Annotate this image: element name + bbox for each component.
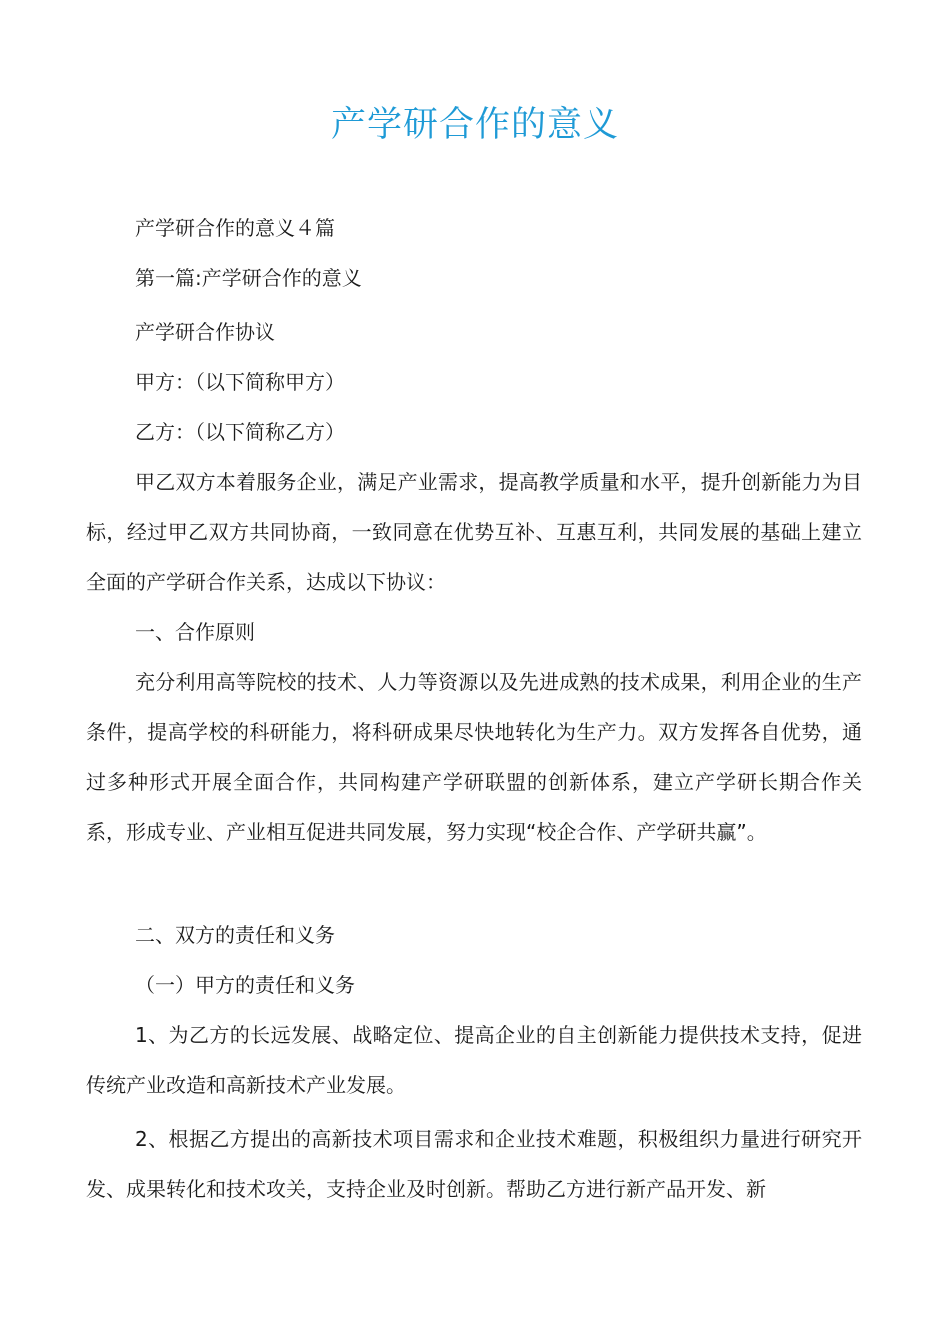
document-title: 产学研合作的意义 xyxy=(330,105,619,145)
paragraph-item-1: 1、为乙方的长远发展、战略定位、提高企业的自主创新能力提供技术支持，促进传统产业改造和高新技术产业发展。 xyxy=(86,1023,862,1097)
paragraph-party-a: 甲方：（以下简称甲方） xyxy=(135,370,345,394)
paragraph-subsection-heading: （一）甲方的责任和义务 xyxy=(135,973,355,997)
paragraph-section-1-heading: 一、合作原则 xyxy=(135,620,255,644)
paragraph-agreement-title: 产学研合作协议 xyxy=(135,320,275,344)
paragraph-party-b: 乙方：（以下简称乙方） xyxy=(135,420,345,444)
paragraph-subtitle: 产学研合作的意义４篇 xyxy=(135,216,335,240)
paragraph-item-2: 2、根据乙方提出的高新技术项目需求和企业技术难题，积极组织力量进行研究开发、成果转化和技术攻关，支持企业及时创新。帮助乙方进行新产品开发、新 xyxy=(86,1127,862,1201)
paragraph-preamble: 甲乙双方本着服务企业，满足产业需求，提高教学质量和水平，提升创新能力为目标，经过甲乙双方共同协商，一致同意在优势互补、互惠互利，共同发展的基础上建立全面的产学研合作关系，达成以下协议： xyxy=(86,470,862,594)
paragraph-section-2-heading: 二、双方的责任和义务 xyxy=(135,923,335,947)
paragraph-principles: 充分利用高等院校的技术、人力等资源以及先进成熟的技术成果，利用企业的生产条件，提高学校的科研能力，将科研成果尽快地转化为生产力。双方发挥各自优势，通过多种形式开展全面合作，共同构建产学研联盟的创新体系，建立产学研长期合作关系，形成专业、产业相互促进共同发展，努力实现“校企合作、产学研共赢”。 xyxy=(86,670,862,844)
paragraph-part-heading: 第一篇:产学研合作的意义 xyxy=(135,266,362,290)
